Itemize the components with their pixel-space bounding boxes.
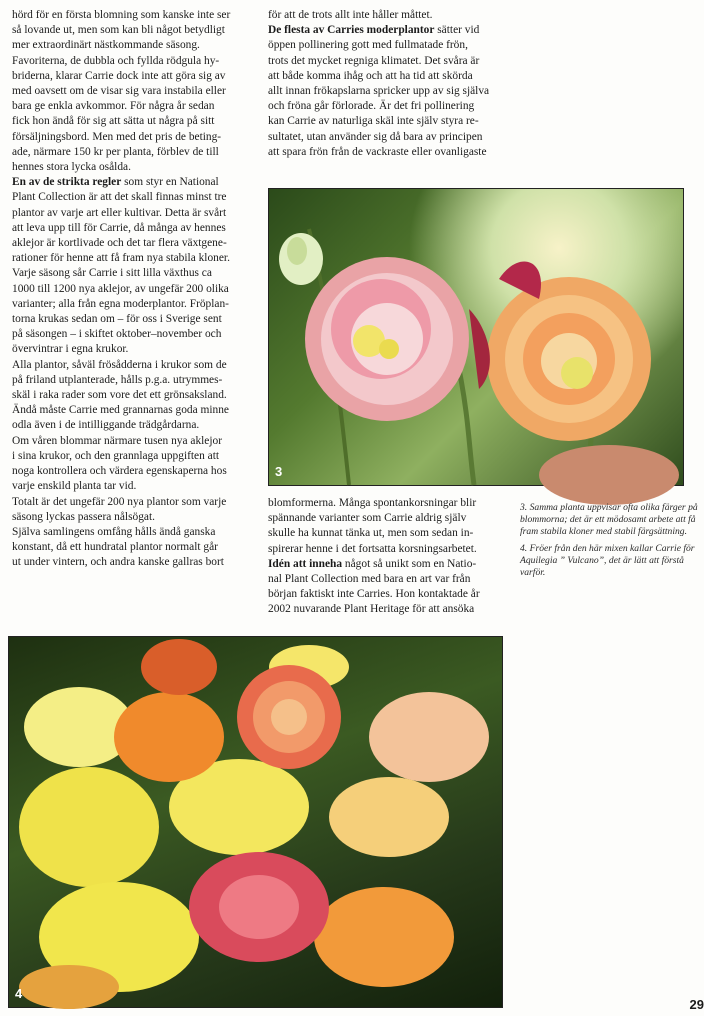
flower-mix-illustration — [9, 637, 502, 1007]
text-line: trots det mycket regniga klimatet. Det svåra är — [268, 54, 480, 67]
caption-4: 4. Fröer från den här mixen kallar Carrie för Aquilegia ” Vulcano”, det är lätt att förstå varför. — [520, 542, 695, 579]
text-line-with-lead — [268, 23, 506, 38]
text-line: Om våren blommar närmare tusen nya aklejor — [12, 434, 223, 447]
text-line: som styr en National — [124, 176, 219, 189]
text-line: ut under vintern, och andra kanske gallras bort — [12, 556, 224, 569]
text-line: Totalt är det ungefär 200 nya plantor som varje — [12, 495, 227, 508]
text-line: mer extraordinärt nästkommande säsong. — [12, 39, 200, 52]
text-line: spännande varianter som Carrie aldrig själv — [268, 512, 467, 525]
photo-columbine-mix — [8, 636, 503, 1008]
text-line: på friland utplanterade, hålls p.g.a. utrymmes- — [12, 373, 223, 386]
text-line: konstant, då ett hundratal plantor normalt går — [12, 541, 218, 554]
text-line: att både komma ihåg och att ha tid att skörda — [268, 69, 473, 82]
text-line: torna krukas sedan om – för oss i Sverige sent — [12, 313, 222, 326]
text-line: säsong lyckas passera nålsögat. — [12, 510, 155, 523]
text-line: övervintrar i egna krukor. — [12, 343, 129, 356]
text-line: Alla plantor, såväl frösådderna i krukor som de — [12, 358, 227, 371]
text-line: att spara frön från de vackraste eller ovanligaste — [268, 145, 487, 158]
photo-number: 4 — [15, 986, 23, 1001]
text-line: blomformerna. Många spontankorsningar blir — [268, 497, 477, 509]
text-line: kan Carrie av naturliga skäl inte själv styra re- — [268, 115, 479, 128]
text-line: hörd för en första blomning som kanske inte ser — [12, 9, 231, 21]
text-line: varje enskild planta tar vid. — [12, 480, 137, 493]
text-line: Plant Collection är att det skall finnas minst tre — [12, 191, 227, 204]
photo-columbine-pink-orange — [268, 188, 684, 486]
text-line: 1000 till 1200 nya aklejor, av ungefär 200 olika — [12, 282, 229, 295]
text-line: allt innan frökapslarna spricker upp av sig själva — [268, 85, 490, 98]
text-line: Ändå måste Carrie med grannarnas goda minne — [12, 404, 229, 417]
photo-number: 3 — [275, 464, 283, 479]
text-line: varianter; alla från egna moderplantor. Fröplan- — [12, 297, 229, 310]
captions — [520, 502, 702, 583]
text-line: Varje säsong sår Carrie i sitt lilla växthus ca — [12, 267, 212, 280]
text-line: nal Plant Collection med bara en art var från — [268, 573, 471, 586]
text-line: och fröna går förlorade. Är det fri pollinering — [268, 100, 475, 113]
middle-top-column — [268, 8, 506, 160]
text-line-with-lead — [268, 557, 502, 572]
middle-bottom-column — [268, 496, 502, 618]
text-line-with-lead — [12, 175, 252, 190]
text-line: i sina krukor, och den grannlaga uppgiften att — [12, 449, 220, 462]
text-line: briderna, klarar Carrie dock inte att göra sig av — [12, 69, 226, 82]
left-column — [12, 8, 252, 571]
text-line: rationer för henne att få fram nya stabila kloner. — [12, 252, 230, 265]
text-line: aklejor är kortlivade och det tar flera växtgene- — [12, 237, 227, 250]
text-line: sultatet, utan använder sig då bara av principen — [268, 130, 483, 143]
page-number: 29 — [689, 997, 704, 1012]
text-line: öppen pollinering gott med fullmatade frön, — [268, 39, 468, 52]
bold-lead: En av de strikta regler — [12, 176, 122, 189]
text-line: odla även i de intilliggande trädgårdarna. — [12, 419, 200, 432]
text-line: början faktiskt inte Carries. Hon kontaktade år — [268, 588, 480, 601]
text-line: skulle ha kunnat tänka ut, men som sedan in- — [268, 527, 474, 540]
bold-lead: De flesta av Carries moderplantor — [268, 24, 435, 37]
text-line: hennes stora lycka osålda. — [12, 161, 131, 174]
text-line: något så unikt som en Natio- — [344, 557, 477, 570]
text-line: på säsongen – i skiftet oktober–november och — [12, 328, 222, 341]
text-line: sätter vid — [437, 24, 480, 37]
text-line: så lovande ut, men som kan bli något betydligt — [12, 24, 225, 37]
text-line: att leva upp till för Carrie, då många av hennes — [12, 221, 226, 234]
bold-lead: Idén att inneha — [268, 557, 343, 570]
text-line: 2002 nuvarande Plant Heritage för att ansöka — [268, 603, 475, 616]
text-line: skäl i raka rader som vore det ett grönsaksland. — [12, 389, 227, 402]
text-line: försäljningsbord. Men med det pris de beting- — [12, 130, 222, 143]
flower-illustration — [269, 189, 683, 485]
text-line: ade, närmare 150 kr per planta, förblev de till — [12, 145, 219, 158]
text-line: plantor av varje art eller kultivar. Detta är svårt — [12, 206, 227, 219]
text-line: för att de trots allt inte håller måttet. — [268, 9, 433, 21]
text-line: spirerar henne i det fortsatta korsningsarbetet. — [268, 542, 477, 555]
text-line: fick hon ändå för sig att sätta ut några på sitt — [12, 115, 215, 128]
text-line: med oavsett om de visar sig vara instabila eller — [12, 85, 226, 98]
caption-3: 3. Samma planta uppvisar ofta olika färger på blommorna; det är ett mödosamt arbete att få fram stabila kloner med stabil färgsättning. — [520, 502, 698, 538]
text-line: noga kontrollera och värdera egenskaperna hos — [12, 465, 227, 478]
text-line: Själva samlingens omfång hålls ändå ganska — [12, 525, 216, 538]
text-line: bara ge enkla avkommor. För några år sedan — [12, 100, 215, 113]
text-line: Favoriterna, de dubbla och fyllda rödgula hy- — [12, 54, 220, 67]
